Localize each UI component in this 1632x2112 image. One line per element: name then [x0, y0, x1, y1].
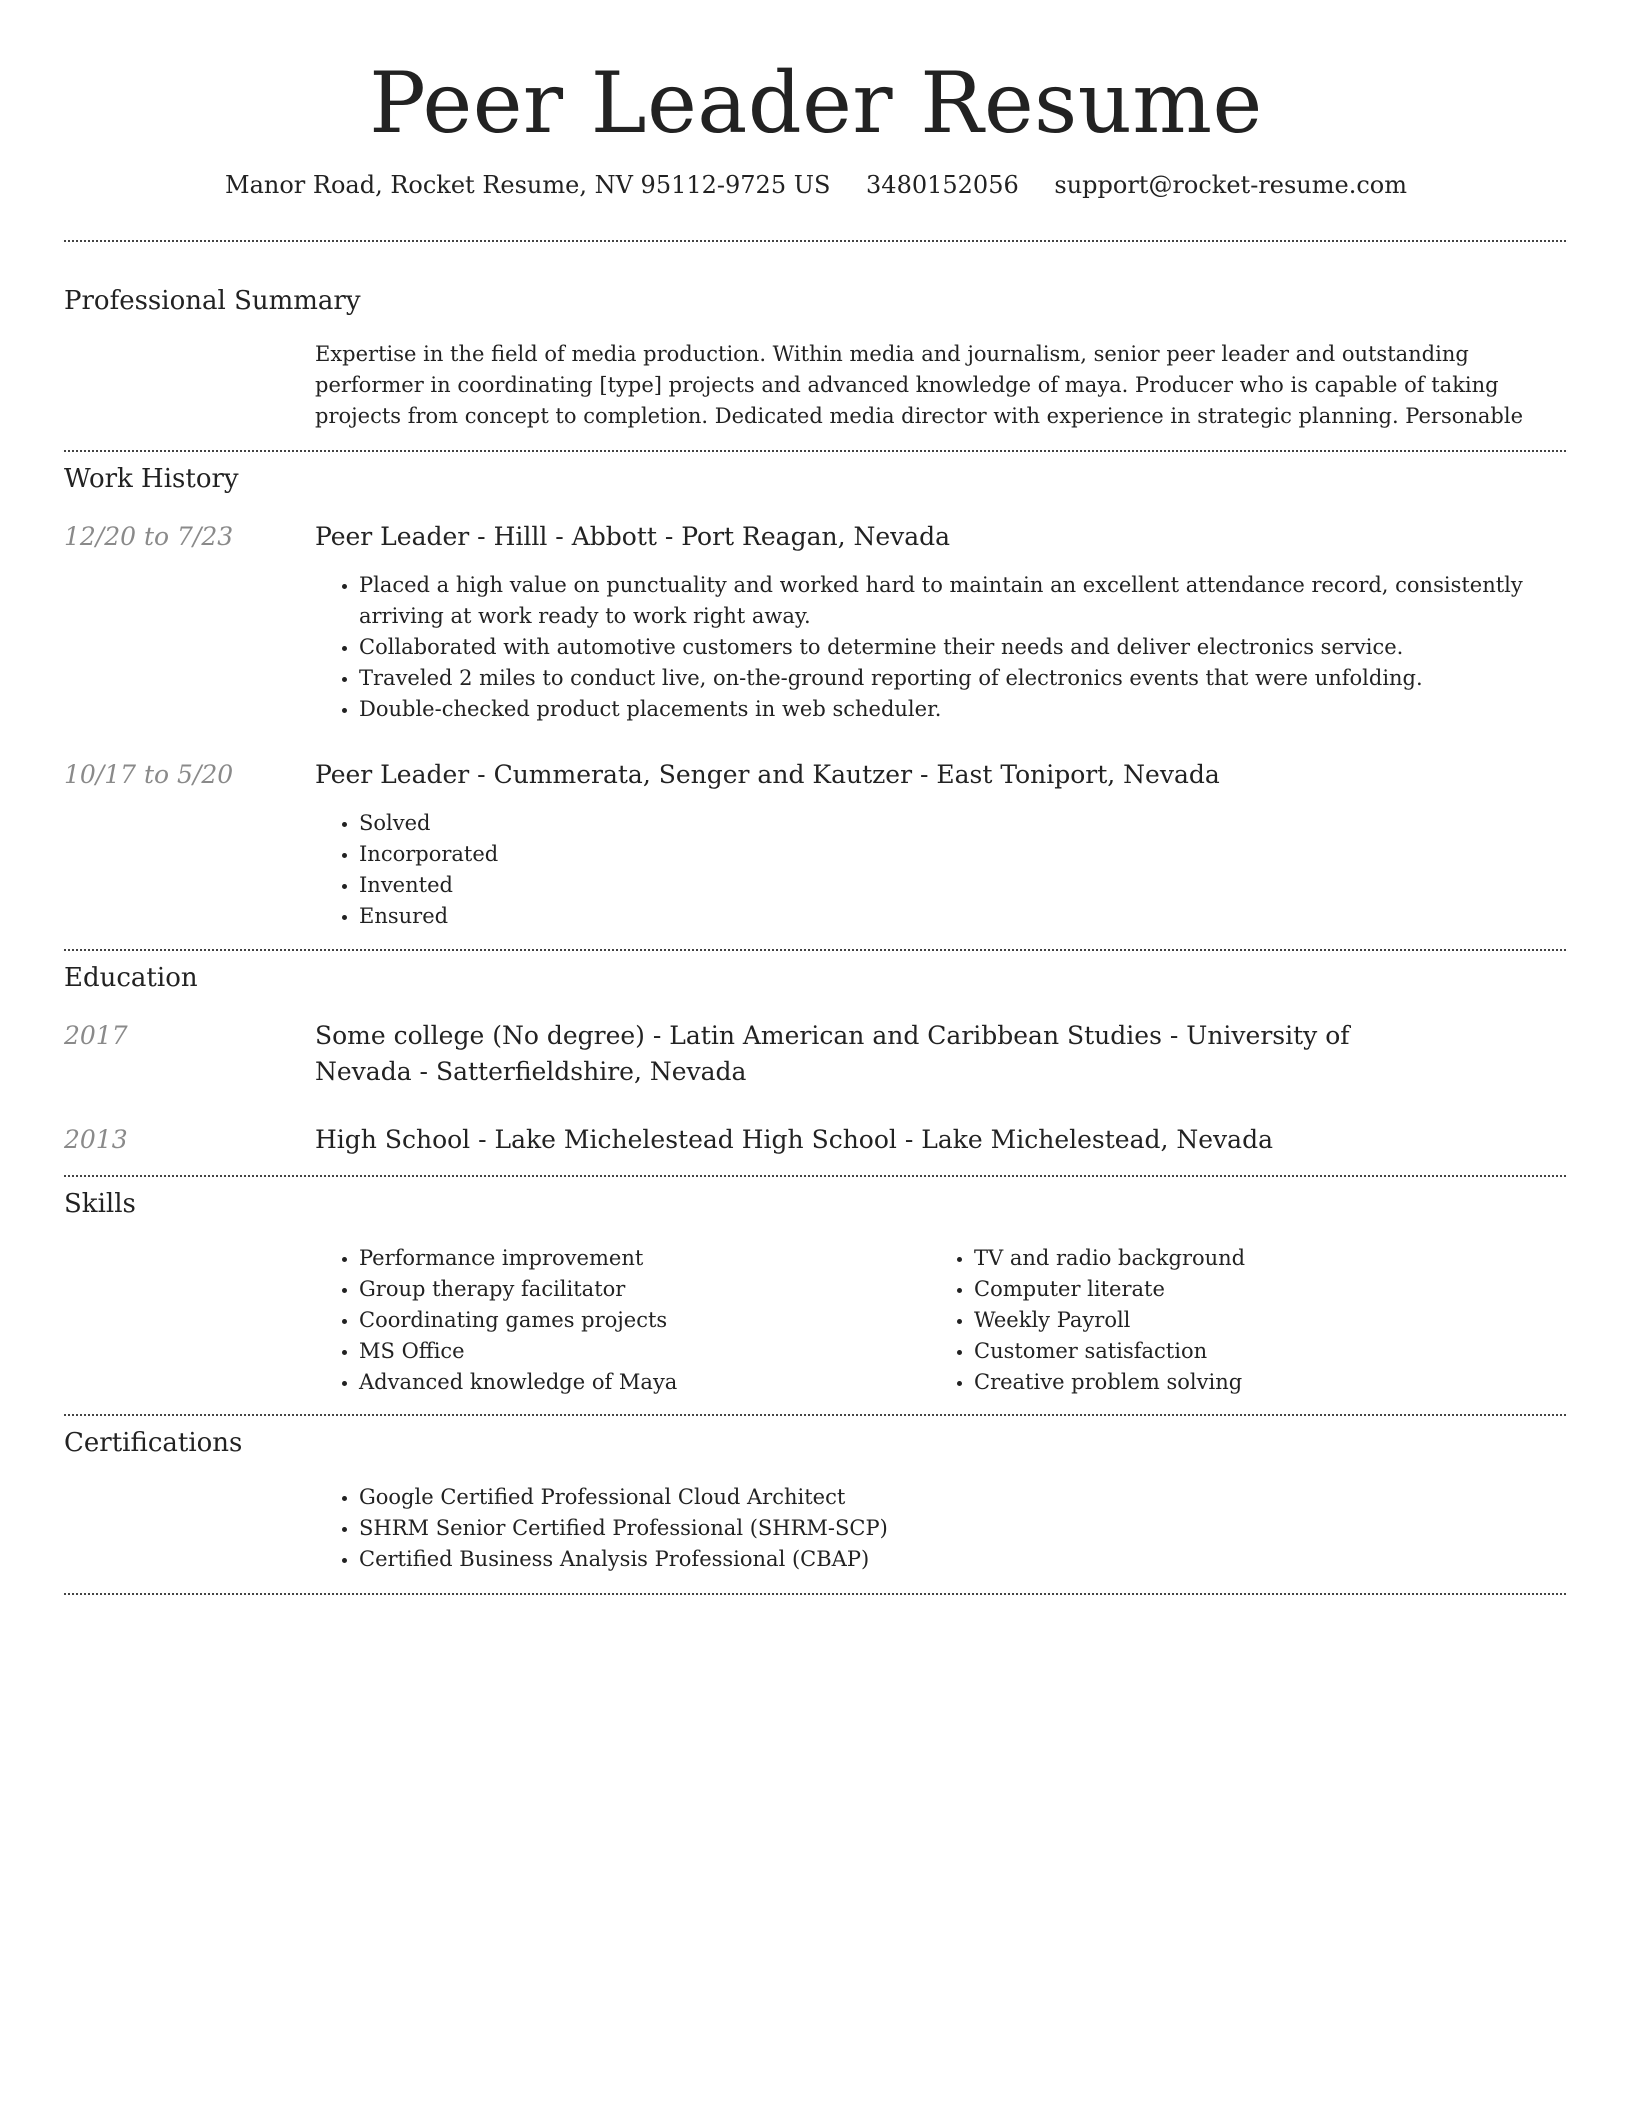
list-item: • TV and radio background — [974, 1243, 1574, 1274]
contact-email: support@rocket-resume.com — [1054, 171, 1407, 199]
skills-list-right — [930, 1243, 1574, 1398]
list-item: • Weekly Payroll — [974, 1305, 1574, 1336]
list-item: • Collaborated with automotive customers to determine their needs and deliver electronics service. — [359, 632, 1589, 663]
list-item: • MS Office — [359, 1336, 919, 1367]
divider — [64, 1414, 1566, 1416]
divider — [64, 1175, 1566, 1177]
list-item: • Google Certified Professional Cloud Architect — [359, 1482, 1589, 1513]
section-title-work: Work History — [64, 464, 239, 494]
divider — [64, 450, 1566, 452]
section-title-summary: Professional Summary — [64, 286, 361, 316]
list-item: • Invented — [359, 870, 1589, 901]
resume-name: Peer Leader Resume — [369, 54, 1263, 152]
job-bullets — [315, 808, 1589, 932]
list-item: • Advanced knowledge of Maya — [359, 1367, 919, 1398]
section-title-education: Education — [64, 963, 198, 993]
contact-address: Manor Road, Rocket Resume, NV 95112-9725 US — [225, 171, 831, 199]
job-dates: 12/20 to 7/23 — [64, 522, 234, 551]
list-item: • SHRM Senior Certified Professional (SHRM-SCP) — [359, 1513, 1589, 1544]
list-item: • Traveled 2 miles to conduct live, on-the-ground reporting of electronics events that were unfolding. — [359, 663, 1589, 694]
contact-phone: 3480152056 — [866, 171, 1019, 199]
contact-line — [0, 168, 1632, 202]
list-item: • Ensured — [359, 901, 1589, 932]
section-title-skills: Skills — [64, 1189, 136, 1219]
section-title-certifications: Certifications — [64, 1428, 243, 1458]
job-bullets — [315, 570, 1589, 725]
list-item: • Certified Business Analysis Professional (CBAP) — [359, 1544, 1589, 1575]
list-item: • Coordinating games projects — [359, 1305, 919, 1336]
certifications-list — [315, 1482, 1589, 1575]
divider — [64, 240, 1566, 242]
list-item: • Group therapy facilitator — [359, 1274, 919, 1305]
job-dates: 10/17 to 5/20 — [64, 760, 234, 789]
skills-list-left — [315, 1243, 919, 1398]
list-item: • Performance improvement — [359, 1243, 919, 1274]
education-year: 2013 — [64, 1125, 128, 1154]
list-item: • Double-checked product placements in web scheduler. — [359, 694, 1589, 725]
summary-text: Expertise in the field of media production. Within media and journalism, senior peer leader and outstanding performer in coordinating [type] projects and advanced knowledge of maya. Producer who is capable of taking projects from concept to completion. Dedicated media director with experience in strategic planning. Personable — [315, 342, 1524, 428]
list-item: • Placed a high value on punctuality and worked hard to maintain an excellent attendance record, consistently arriving at work ready to work right away. — [359, 570, 1589, 632]
job-heading: Peer Leader - Cummerata, Senger and Kautzer - East Toniport, Nevada — [315, 760, 1220, 789]
education-heading: High School - Lake Michelestead High School - Lake Michelestead, Nevada — [315, 1125, 1273, 1154]
education-year: 2017 — [64, 1021, 128, 1050]
job-heading: Peer Leader - Hilll - Abbott - Port Reagan, Nevada — [315, 522, 951, 551]
list-item: • Incorporated — [359, 839, 1589, 870]
list-item: • Creative problem solving — [974, 1367, 1574, 1398]
divider — [64, 949, 1566, 951]
list-item: • Solved — [359, 808, 1589, 839]
education-heading: Some college (No degree) - Latin American and Caribbean Studies - University of Nevada - Satterfieldshire, Nevada — [315, 1021, 1350, 1086]
list-item: • Computer literate — [974, 1274, 1574, 1305]
divider — [64, 1593, 1566, 1595]
list-item: • Customer satisfaction — [974, 1336, 1574, 1367]
